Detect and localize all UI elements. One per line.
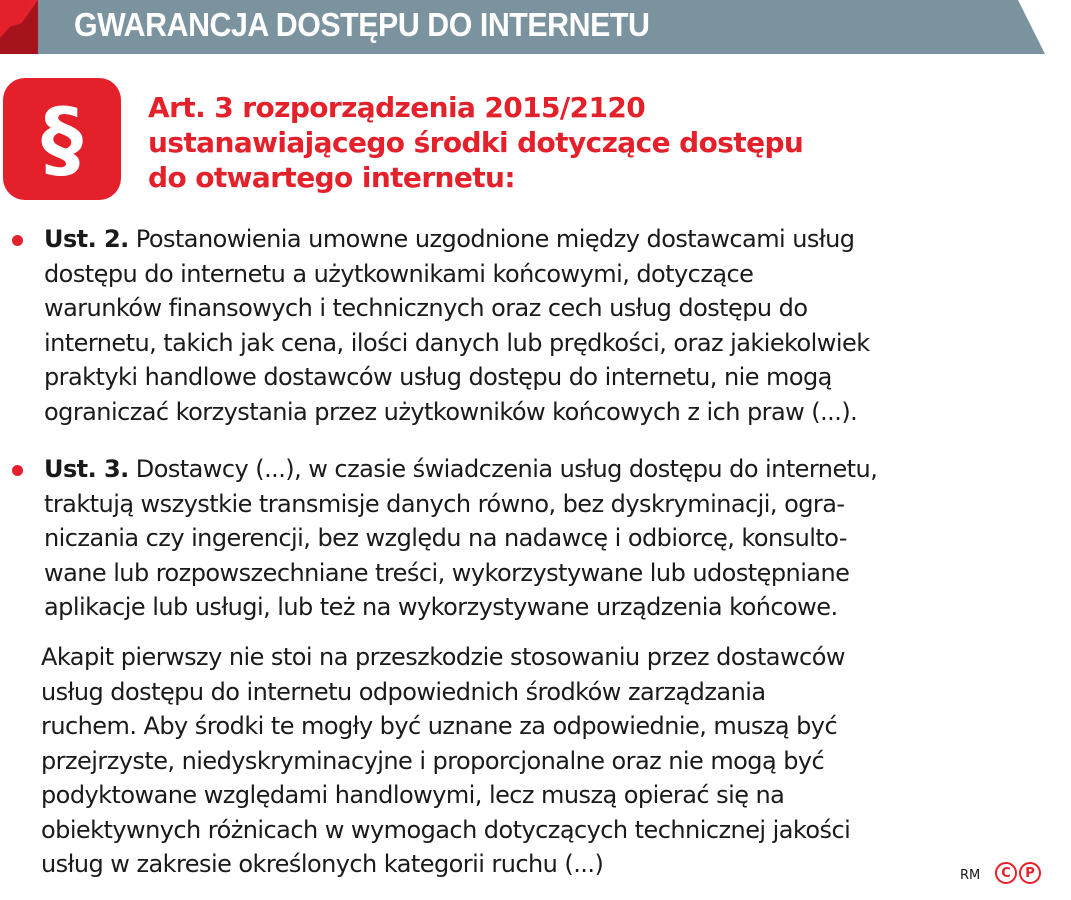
text-line: dostępu do internetu a użytkownikami końcowymi, dotyczące (44, 259, 754, 288)
headline-line: ustanawiającego środki dotyczące dostępu (148, 126, 804, 159)
text-line: usług w zakresie określonych kategorii ruchu (...) (41, 850, 604, 878)
bullet-icon (12, 465, 23, 476)
text-line: traktują wszystkie transmisje danych równo, bez dyskryminacji, ogra- (44, 489, 845, 518)
item-text (44, 452, 877, 625)
headline-line: Art. 3 rozporządzenia 2015/2120 (148, 91, 646, 124)
text-line: Dostawcy (...), w czasie świadczenia usług dostępu do internetu, (128, 455, 878, 483)
text-line: podyktowane względami handlowymi, lecz muszą opierać się na (41, 781, 785, 809)
author-credit: RM (960, 868, 981, 883)
text-line: Postanowienia umowne uzgodnione między dostawcami usług (128, 225, 855, 253)
headline-line: do otwartego internetu: (148, 161, 515, 194)
copyright-marks (995, 862, 1041, 884)
header-banner (0, 0, 1071, 54)
closing-paragraph (41, 640, 850, 882)
copyright-icon: C (995, 862, 1017, 884)
item-label: Ust. 3. (44, 455, 129, 483)
text-line: wane lub rozpowszechniane treści, wykorzystywane lub udostępniane (44, 558, 850, 587)
text-line: praktyki handlowe dostawców usług dostępu do internetu, nie mogą (44, 363, 832, 391)
text-line: niczania czy ingerencji, bez względu na nadawcę i odbiorcę, konsulto- (44, 524, 847, 552)
text-line: ruchem. Aby środki te mogły być uznane za odpowiednie, muszą być (41, 712, 838, 740)
section-sign-glyph: § (41, 90, 83, 188)
section-sign-icon (3, 78, 121, 200)
text-line: warunków finansowych i technicznych oraz cech usług dostępu do (44, 294, 808, 322)
text-line: ograniczać korzystania przez użytkowników końcowych z ich praw (...). (44, 397, 858, 426)
bullet-icon (12, 235, 23, 246)
phonographic-copyright-icon: P (1019, 862, 1041, 884)
article-headline (148, 90, 803, 195)
text-line: aplikacje lub usługi, lub też na wykorzystywane urządzenia końcowe. (44, 593, 838, 621)
text-line: Akapit pierwszy nie stoi na przeszkodzie stosowaniu przez dostawców (41, 643, 845, 671)
item-text (44, 222, 870, 429)
text-line: usług dostępu do internetu odpowiednich środków zarządzania (41, 677, 766, 706)
item-label: Ust. 2. (44, 225, 129, 253)
text-line: obiektywnych różnicach w wymogach dotyczących technicznej jakości (41, 815, 851, 844)
text-line: internetu, takich jak cena, ilości danych lub prędkości, oraz jakiekolwiek (44, 328, 870, 357)
text-line: przejrzyste, niedyskryminacyjne i proporcjonalne oraz nie mogą być (41, 746, 825, 775)
banner-title: GWARANCJA DOSTĘPU DO INTERNETU (74, 6, 650, 43)
